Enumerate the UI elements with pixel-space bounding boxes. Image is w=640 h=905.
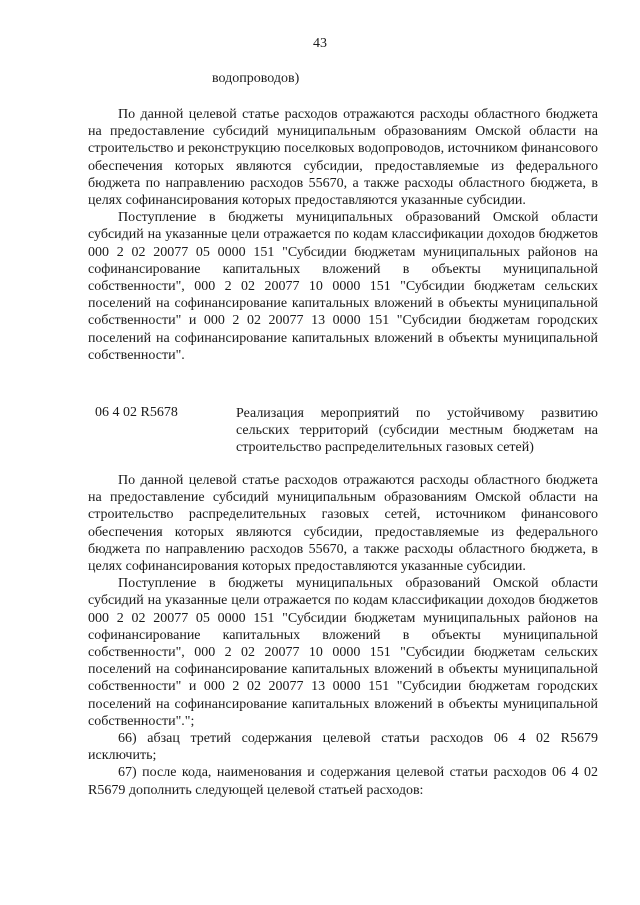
budget-code-description: Реализация мероприятий по устойчивому развитию сельских территорий (субсидии местным бюджетам на строительство распределительных газовых сетей)	[236, 406, 598, 456]
paragraph: По данной целевой статье расходов отражаются расходы областного бюджета на предоставление субсидий муниципальным образованиям Омской области на строительство и реконструкцию поселковых водопроводов, источником финансового обеспечения которых являются субсидии, предоставляемые из федерального бюджета по направлению расходов 55670, а также расходы областного бюджета, в целях софинансирования которых предоставляются указанные субсидии.	[88, 107, 598, 209]
paragraph: Поступление в бюджеты муниципальных образований Омской области субсидий на указанные цели отражается по кодам классификации доходов бюджетов 000 2 02 20077 05 0000 151 "Субсидии бюджетам муниципальных районов на софинансирование капитальных вложений в объекты муниципальной собственности", 000 2 02 20077 10 0000 151 "Субсидии бюджетам сельских поселений на софинансирование капитальных вложений в объекты муниципальной собственности" и 000 2 02 20077 13 0000 151 "Субсидии бюджетам городских поселений на софинансирование капитальных вложений в объекты муниципальной собственности".";	[88, 576, 598, 729]
continuation-text: водопроводов)	[212, 71, 300, 86]
paragraph: Поступление в бюджеты муниципальных образований Омской области субсидий на указанные цели отражается по кодам классификации доходов бюджетов 000 2 02 20077 05 0000 151 "Субсидии бюджетам муниципальных районов на софинансирование капитальных вложений в объекты муниципальной собственности", 000 2 02 20077 10 0000 151 "Субсидии бюджетам сельских поселений на софинансирование капитальных вложений в объекты муниципальной собственности" и 000 2 02 20077 13 0000 151 "Субсидии бюджетам городских поселений на софинансирование капитальных вложений в объекты муниципальной собственности".	[88, 210, 598, 363]
paragraph: 66) абзац третий содержания целевой статьи расходов 06 4 02 R5679 исключить;	[88, 731, 598, 764]
paragraph: По данной целевой статье расходов отражаются расходы областного бюджета на предоставление субсидий муниципальным образованиям Омской области на строительство распределительных газовых сетей, источником финансового обеспечения которых являются субсидии, предоставляемые из федерального бюджета по направлению расходов 55670, а также расходы областного бюджета, в целях софинансирования которых предоставляются указанные субсидии.	[88, 473, 598, 575]
section-1	[88, 106, 598, 364]
paragraph: 67) после кода, наименования и содержания целевой статьи расходов 06 4 02 R5679 дополнить следующей целевой статьей расходов:	[88, 765, 598, 798]
budget-code: 06 4 02 R5678	[95, 405, 178, 420]
section-2	[88, 472, 598, 799]
page-number: 43	[313, 36, 327, 51]
